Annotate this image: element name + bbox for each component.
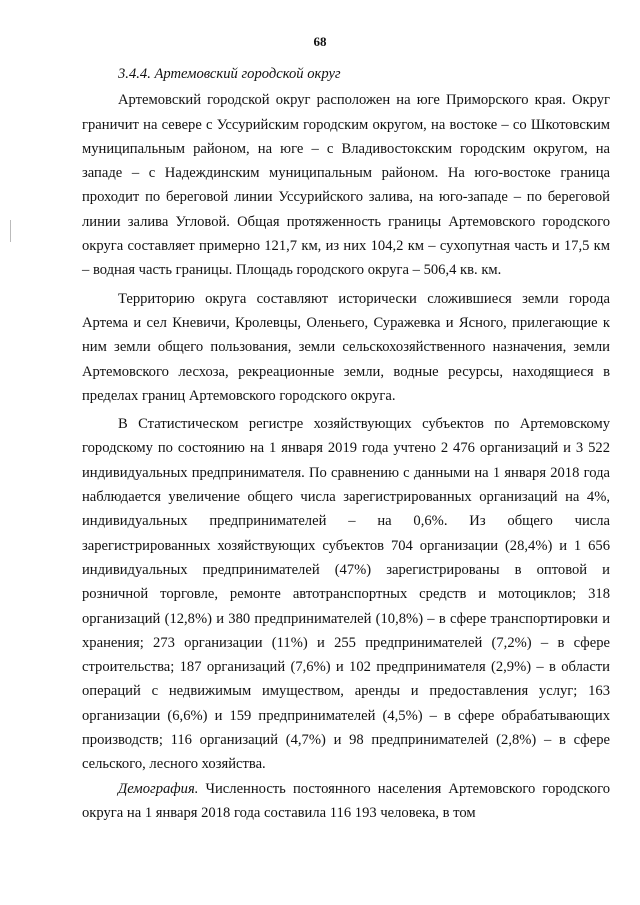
- paragraph-demography: [82, 777, 610, 826]
- paragraph-business-register: В Статистическом регистре хозяйствующих субъектов по Артемовскому городскому по состоянию на 1 января 2019 года учтено 2 476 организаций и 3 522 индивидуальных предпринимателя. По сравнению с данными на 1 января 2018 года наблюдается увеличение общего числа зарегистрированных организаций на 4%, индивидуальных предпринимателей – на 0,6%. Из общего числа зарегистрированных хозяйствующих субъектов 704 организации (28,4%) и 1 656 индивидуальных предпринимателей (47%) зарегистрированы в оптовой и розничной торговле, ремонте автотранспортных средств и мотоциклов; 318 организаций (12,8%) и 380 предпринимателей (10,8%) – в сфере транспортировки и хранения; 273 организации (11%) и 255 предпринимателей (7,2%) – в сфере строительства; 187 организаций (7,6%) и 102 предпринимателя (2,9%) – в области операций с недвижимым имуществом, аренды и предоставления услуг; 163 организации (6,6%) и 159 предпринимателей (4,5%) – в сфере обрабатывающих производств; 116 организаций (4,7%) и 98 предпринимателей (2,8%) – в сфере сельского, лесного хозяйства.: [82, 416, 610, 773]
- section-heading: 3.4.4. Артемовский городской округ: [118, 66, 341, 82]
- document-body: [82, 62, 610, 825]
- demography-lead: Демография.: [118, 780, 199, 797]
- demography-text: Численность постоянного населения Артемовского городского округа на 1 января 2018 года составила 116 193 человека, в том: [82, 780, 610, 821]
- page-number: 68: [313, 34, 327, 49]
- paragraph-geography: Артемовский городской округ расположен на юге Приморского края. Округ граничит на севере с Уссурийским городским округом, на востоке – со Шкотовским муниципальным районом, на юге – с Владивостокским городским округом, на западе – с Надеждинским муниципальным районом. На юго-востоке граница проходит по береговой линии Уссурийского залива, на юго-западе – по береговой линии залива Угловой. Общая протяженность границы Артемовского городского округа составляет примерно 121,7 км, из них 104,2 км – сухопутная часть и 17,5 км – водная часть границы. Площадь городского округа – 506,4 кв. км.: [82, 92, 610, 279]
- scan-margin-mark: [10, 220, 11, 242]
- paragraph-territory: Территорию округа составляют исторически сложившиеся земли города Артема и сел Кневичи, Кролевцы, Оленьего, Суражевка и Ясного, прилегающие к ним земли общего пользования, земли сельскохозяйственного назначения, земли Артемовского лесхоза, рекреационные земли, водные ресурсы, находящиеся в пределах границ Артемовского городского округа.: [82, 290, 610, 404]
